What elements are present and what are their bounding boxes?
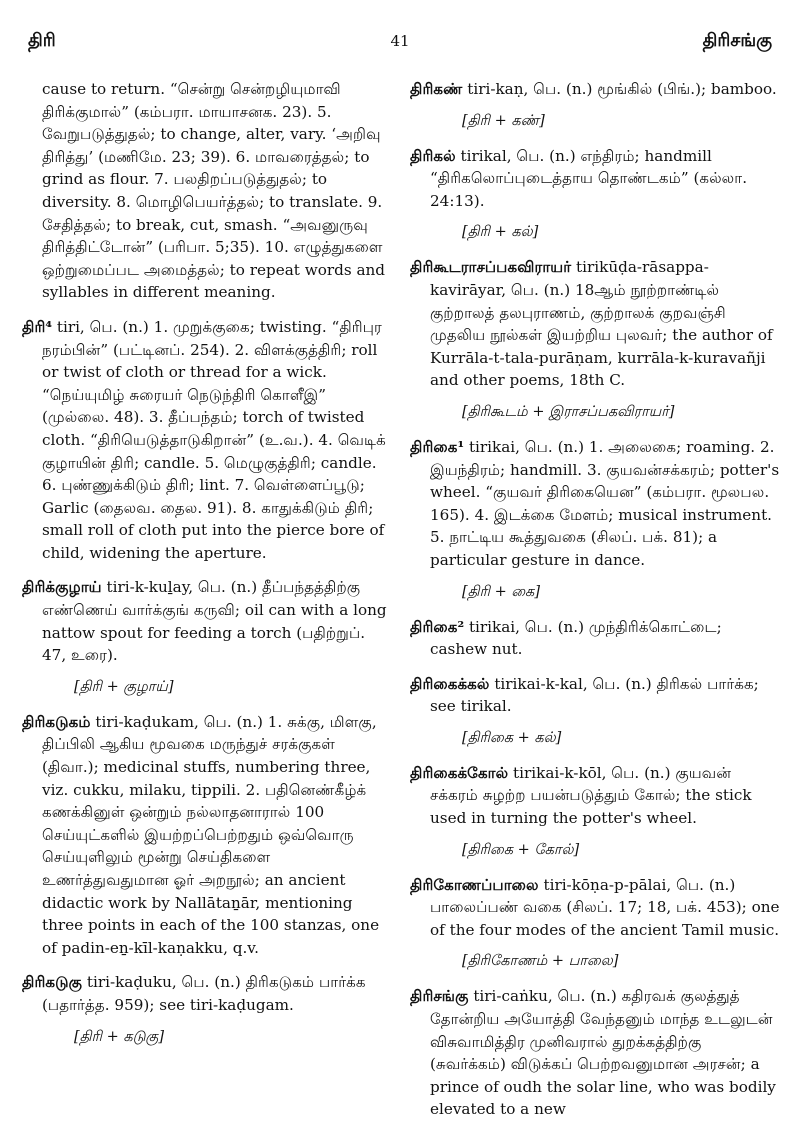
header-left-guide-word: திரி <box>28 30 56 51</box>
page-number: 41 <box>390 32 410 50</box>
entry-headword: திரிகோணப்பாலை <box>410 875 539 894</box>
header-right-guide-word: திரிசங்கு <box>702 30 772 51</box>
entry-headword: திரிகல் <box>410 146 456 165</box>
page-header <box>28 30 772 58</box>
etymology: [திரி + குழாய்] <box>74 678 174 695</box>
etymology: [திரிகை + கல்] <box>462 729 562 746</box>
entry-definition: tiri-kaḍukam, பெ. (n.) 1. சுக்கு, மிளகு, திப்பிலி ஆகிய மூவகை மருந்துச் சரக்குகள் (திவா.); medicinal stuffs, numbering three, viz. cukku, milaku, tippili. 2. பதினெண்கீழ்க் கணக்கினுள் ஒன்றும் நல்லாதனாரால் 100 செய்யுட்களில் இயற்றப்பெற்றதும் ஒவ்வொரு செய்யுளிலும் மூன்று செய்திகளை உணர்த்துவதுமான ஓர் அறநூல்; an ancient didactic work by Nallātaṉār, mentioning three points in each of the 100 stanzas, one of padin-eṉ-kīl-kaṇakku, q.v. <box>42 712 380 957</box>
dictionary-entry <box>410 436 782 572</box>
etymology: [திரி + கை] <box>462 583 540 600</box>
entry-definition: tiri-k-kuḻay, பெ. (n.) தீப்பந்தத்திற்கு எண்ணெய் வார்க்குங் கருவி; oil can with a long nattow spout for feeding a torch (பதிற்றுப். 47, உரை). <box>42 578 387 665</box>
dictionary-entry <box>410 673 782 718</box>
dictionary-entry <box>22 971 390 1016</box>
entry-headword: திரிசங்கு <box>410 987 469 1006</box>
dictionary-entry <box>22 711 390 960</box>
entry-headword: திரிகை¹ <box>410 437 465 456</box>
dictionary-entry <box>22 576 390 666</box>
dictionary-entry <box>410 78 782 101</box>
dictionary-entry <box>410 256 782 392</box>
dictionary-entry <box>410 145 782 213</box>
dictionary-entry <box>410 762 782 830</box>
entry-definition: tiri-caṅku, பெ. (n.) கதிரவக் குலத்துத் தோன்றிய அயோத்தி வேந்தனும் மாந்த உடலுடன் விசுவாமித்திர முனிவரால் துறக்கத்திற்கு (சுவர்க்கம்) விடுக்கப் பெற்றவனுமான அரசன்; a prince of oudh the solar line, who was bodily elevated to a new <box>430 987 776 1119</box>
dictionary-entry <box>410 985 782 1121</box>
entry-headword: திரிகைக்கல் <box>410 674 490 693</box>
entry-continuation: cause to return. “சென்று சென்றழியுமாவி திரிக்குமால்” (கம்பரா. மாயாசனக. 23). 5. வேறுபடுத்துதல்; to change, alter, vary. ‘அறிவு திரித்து’ (மணிமே. 23; 39). 6. மாவரைத்தல்; to grind as flour. 7. பலதிறப்படுத்துதல்; to diversity. 8. மொழிபெயர்த்தல்; to translate. 9. சேதித்தல்; to break, cut, smash. “அவனுருவு திரித்திட்டோன்” (பரிபா. 5;35). 10. எழுத்துகளை ஒற்றுமைப்பட அமைத்தல்; to repeat words and syllables in different meaning. <box>42 80 386 302</box>
entry-headword: திரிகடுகு <box>22 973 83 992</box>
entry-definition: tirikai, பெ. (n.) முந்திரிக்கொட்டை; cashew nut. <box>430 617 722 659</box>
etymology: [திரி + கண்] <box>462 112 545 129</box>
etymology: [திரி + கல்] <box>462 224 539 241</box>
entry-definition: tirikal, பெ. (n.) எந்திரம்; handmill “திரிகலொப்புடைத்தாய தொண்டகம்” (கல்லா. 24:13). <box>430 146 748 210</box>
entry-definition: tiri, பெ. (n.) 1. முறுக்குகை; twisting. “திரிபுர நரம்பின்” (பட்டினப். 254). 2. விளக்குத்திரி; roll or twist of cloth or thread for a wick. “நெய்யுமிழ் சுரையர் நெடுந்திரி கொளீஇ” (முல்லை. 48). 3. தீப்பந்தம்; torch of twisted cloth. “திரியெடுத்தாடுகிறான்” (உ.வ.). 4. வெடிக் குழாயின் திரி; candle. 5. மெழுகுத்திரி; candle. 6. புண்ணுக்கிடும் திரி; lint. 7. வெள்ளைப்பூடு; Garlic (தைலவ. தைல. 91). 8. காதுக்கிடும் திரி; small roll of cloth put into the pierce bore of child, widening the aperture. <box>42 317 386 562</box>
etymology: [திரி + கடுகு] <box>74 1028 165 1045</box>
entry-definition: tirikūḍa-rāsappa-kavirāyar, பெ. (n.) 18ஆம் நூற்றாண்டில் குற்றாலத் தலபுராணம், குற்றாலக் குறவஞ்சி முதலிய நூல்கள் இயற்றிய புலவர்; the author of Kurrāla-t-tala-purāṇam, kurrāla-k-kuravañji and other poems, 18th C. <box>430 258 773 390</box>
dictionary-entry <box>22 316 390 565</box>
etymology: [திரிகூடம் + இராசப்பகவிராயர்] <box>462 403 675 420</box>
right-column <box>410 78 782 1133</box>
dictionary-entry <box>410 616 782 661</box>
entry-definition: tirikai-k-kal, பெ. (n.) திரிகல் பார்க்க; see tirikal. <box>430 674 759 716</box>
etymology: [திரிகை + கோல்] <box>462 841 580 858</box>
entry-definition: tiri-kaṇ, பெ. (n.) மூங்கில் (பிங்.); bamboo. <box>462 80 777 98</box>
entry-headword: திரிகூடராசப்பகவிராயர் <box>410 258 572 277</box>
dictionary-entry <box>410 874 782 942</box>
entry-definition: tirikai-k-kōl, பெ. (n.) குயவன் சக்கரம் சுழற்ற பயன்படுத்தும் கோல்; the stick used in turning the potter's wheel. <box>430 763 752 828</box>
left-column <box>22 78 390 1061</box>
entry-definition: tiri-kaḍuku, பெ. (n.) திரிகடுகம் பார்க்க (பதார்த்த. 959); see tiri-kaḍugam. <box>42 973 366 1014</box>
entry-headword: திரிகண் <box>410 80 463 98</box>
entry-headword: திரிக்குழாய் <box>22 578 102 597</box>
entry-definition: tiri-kōṇa-p-pālai, பெ. (n.) பாலைப்பண் வகை (சிலப். 17; 18, பக். 453); one of the four modes of the ancient Tamil music. <box>430 875 780 939</box>
entry-headword: திரிகை² <box>410 617 465 636</box>
entry-definition: tirikai, பெ. (n.) 1. அலைகை; roaming. 2. இயந்திரம்; handmill. 3. குயவன்சக்கரம்; potter's wheel. “குயவர் திரிகையென” (கம்பரா. மூலபல. 165). 4. இடக்கை மேளம்; musical instrument. 5. நாட்டிய கூத்துவகை (சிலப். பக். 81); a particular gesture in dance. <box>430 437 780 569</box>
entry-headword: திரி⁴ <box>22 317 53 336</box>
entry-headword: திரிகடுகம் <box>22 712 91 731</box>
entry-headword: திரிகைக்கோல் <box>410 763 509 782</box>
etymology: [திரிகோணம் + பாலை] <box>462 953 619 970</box>
